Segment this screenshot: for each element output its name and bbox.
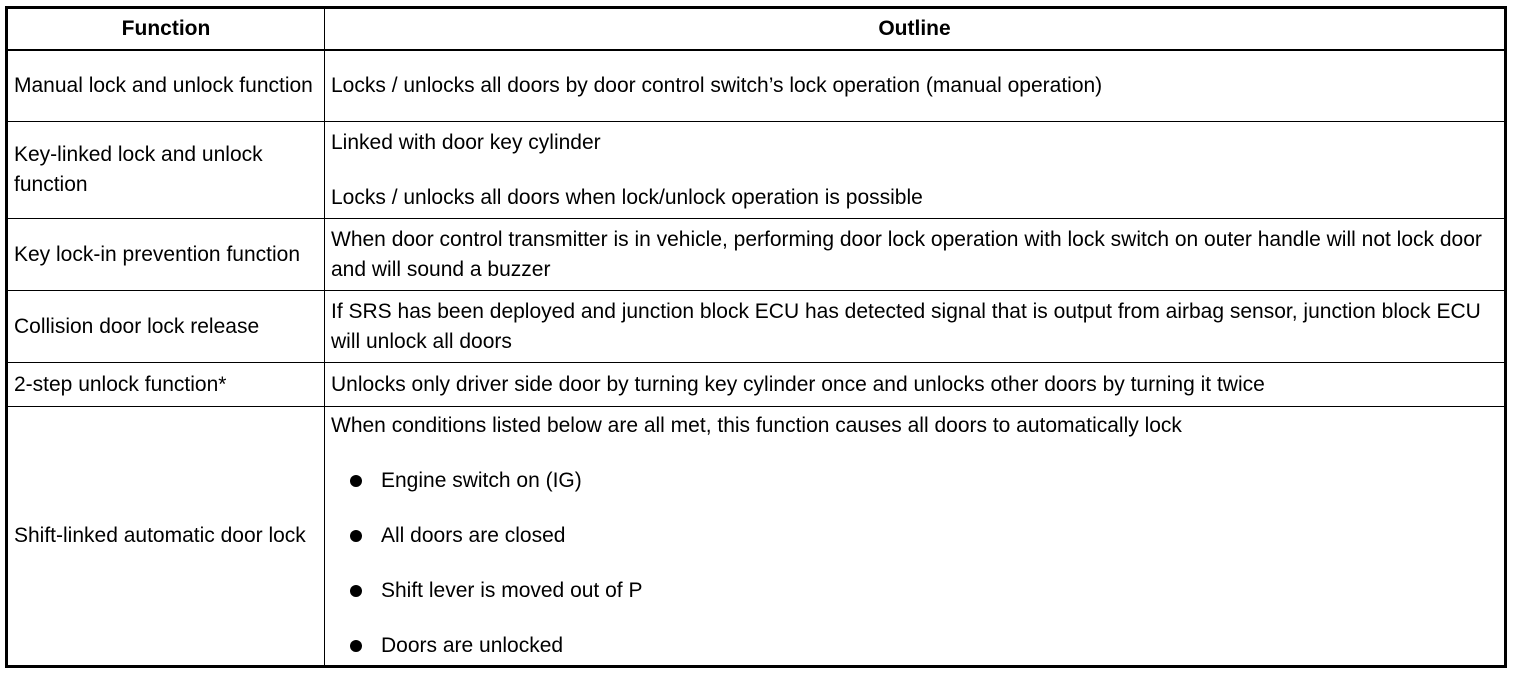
table-row	[7, 50, 1506, 122]
function-outline-table	[5, 6, 1507, 668]
table-row	[7, 122, 1506, 219]
table-row	[7, 219, 1506, 291]
function-cell: 2-step unlock function*	[7, 363, 325, 407]
function-cell: Collision door lock release	[7, 291, 325, 363]
conditions-list	[331, 466, 1498, 661]
header-outline: Outline	[325, 8, 1506, 50]
outline-cell	[325, 122, 1506, 219]
condition-text: Doors are unlocked	[381, 634, 564, 657]
outline-cell	[325, 363, 1506, 407]
table-row	[7, 291, 1506, 363]
function-cell: Shift-linked automatic door lock	[7, 407, 325, 667]
bullet-icon	[350, 530, 362, 542]
condition-text: Shift lever is moved out of P	[381, 579, 643, 602]
outline-text: When conditions listed below are all met, this function causes all doors to automatically lock	[331, 414, 1182, 437]
outline-cell	[325, 219, 1506, 291]
condition-text: All doors are closed	[381, 524, 566, 547]
outline-cell	[325, 50, 1506, 122]
bullet-icon	[350, 585, 362, 597]
header-function: Function	[7, 8, 325, 50]
bullet-icon	[350, 640, 362, 652]
list-item	[331, 521, 1498, 551]
header-row	[7, 8, 1506, 50]
function-cell: Key-linked lock and unlock function	[7, 122, 325, 219]
function-cell: Manual lock and unlock function	[7, 50, 325, 122]
outline-text: Locks / unlocks all doors by door control switch’s lock operation (manual operation)	[331, 73, 1103, 97]
outline-text: Locks / unlocks all doors when lock/unlock operation is possible	[331, 185, 923, 209]
outline-text: If SRS has been deployed and junction block ECU has detected signal that is output from airbag sensor, junction block ECU will unlock all doors	[331, 299, 1481, 353]
table-row	[7, 407, 1506, 667]
outline-cell	[325, 291, 1506, 363]
outline-text: When door control transmitter is in vehicle, performing door lock operation with lock switch on outer handle will not lock door and will sound a buzzer	[331, 227, 1482, 281]
condition-text: Engine switch on (IG)	[381, 469, 582, 492]
function-cell: Key lock-in prevention function	[7, 219, 325, 291]
list-item	[331, 631, 1498, 661]
list-item	[331, 576, 1498, 606]
outline-text: Unlocks only driver side door by turning key cylinder once and unlocks other doors by turning it twice	[331, 372, 1265, 396]
list-item	[331, 466, 1498, 496]
outline-text: Linked with door key cylinder	[331, 130, 601, 154]
table-row	[7, 363, 1506, 407]
outline-cell	[325, 407, 1506, 667]
bullet-icon	[350, 475, 362, 487]
